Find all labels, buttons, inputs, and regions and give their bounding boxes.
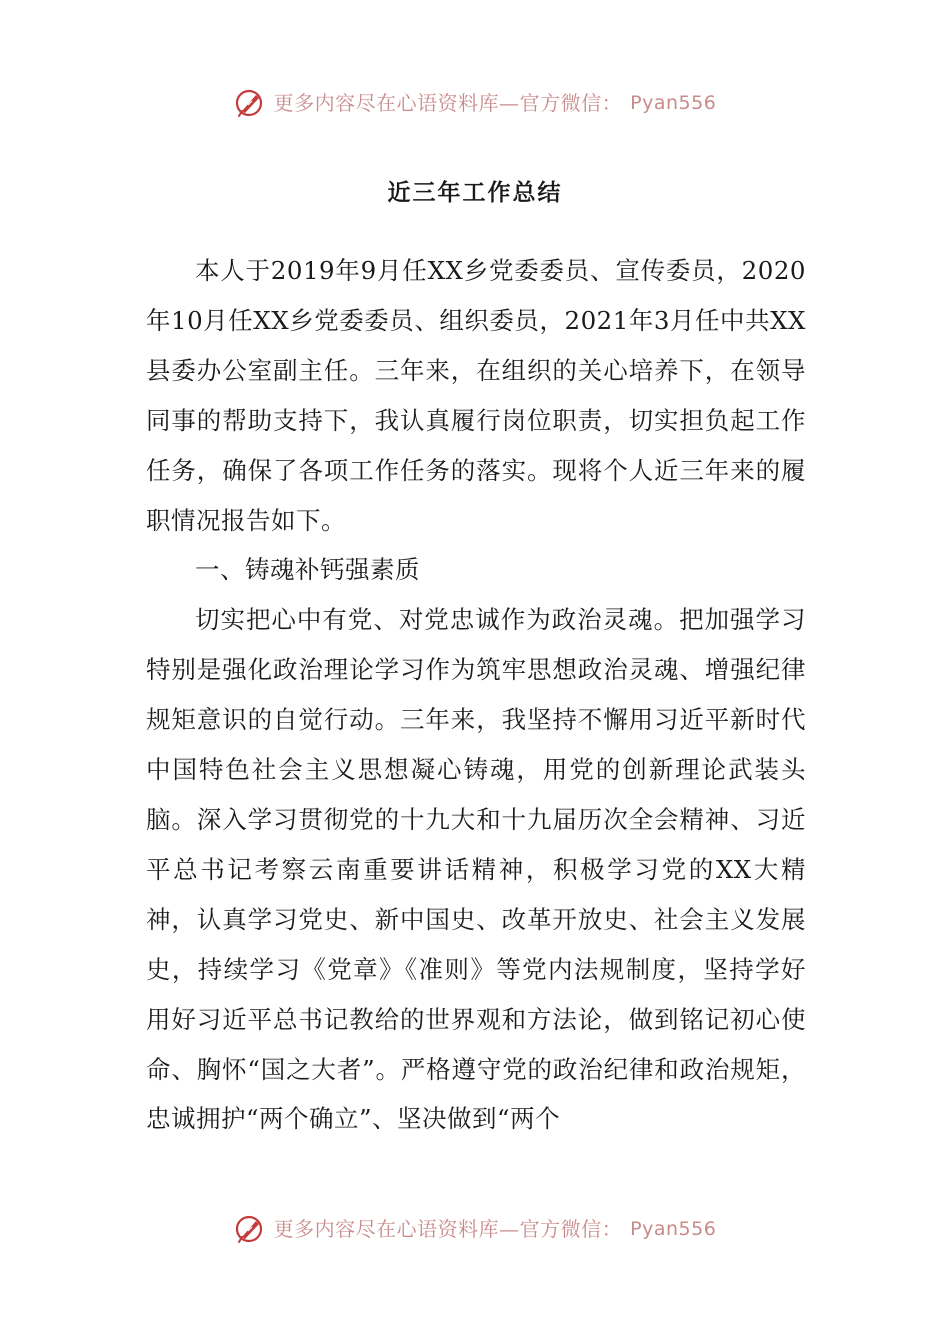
watermark-text: 更多内容尽在心语资料库—官方微信：: [273, 1217, 623, 1241]
quill-logo-icon: [234, 87, 266, 119]
document-title: 近三年工作总结: [387, 179, 563, 206]
header-watermark: [0, 87, 950, 119]
watermark-text: 更多内容尽在心语资料库—官方微信：: [273, 91, 623, 115]
section-heading-1: 一、铸魂补钙强素质: [195, 555, 420, 585]
footer-watermark: [0, 1213, 950, 1245]
paragraph-section-1: 切实把心中有党、对党忠诚作为政治灵魂。把加强学习特别是强化政治理论学习作为筑牢思想政治灵魂、增强纪律规矩意识的自觉行动。三年来，我坚持不懈用习近平新时代中国特色社会主义思想凝心铸魂，用党的创新理论武装头脑。深入学习贯彻党的十九大和十九届历次全会精神、习近平总书记考察云南重要讲话精神，积极学习党的XX大精神，认真学习党史、新中国史、改革开放史、社会主义发展史，持续学习《党章》《准则》等党内法规制度，坚持学好用好习近平总书记教给的世界观和方法论，做到铭记初心使命、胸怀“国之大者”。严格遵守党的政治纪律和政治规矩，忠诚拥护“两个确立”、坚决做到“两个: [146, 605, 806, 1134]
watermark-wechat-id: Pyan556: [630, 92, 717, 114]
quill-logo-icon: [234, 1213, 266, 1245]
document-body: [146, 246, 806, 1144]
watermark-wechat-id: Pyan556: [630, 1218, 717, 1240]
paragraph-intro: 本人于2019年9月任XX乡党委委员、宣传委员，2020年10月任XX乡党委委员、组织委员，2021年3月任中共XX县委办公室副主任。三年来，在组织的关心培养下，在领导同事的帮助支持下，我认真履行岗位职责，切实担负起工作任务，确保了各项工作任务的落实。现将个人近三年来的履职情况报告如下。: [146, 256, 806, 535]
